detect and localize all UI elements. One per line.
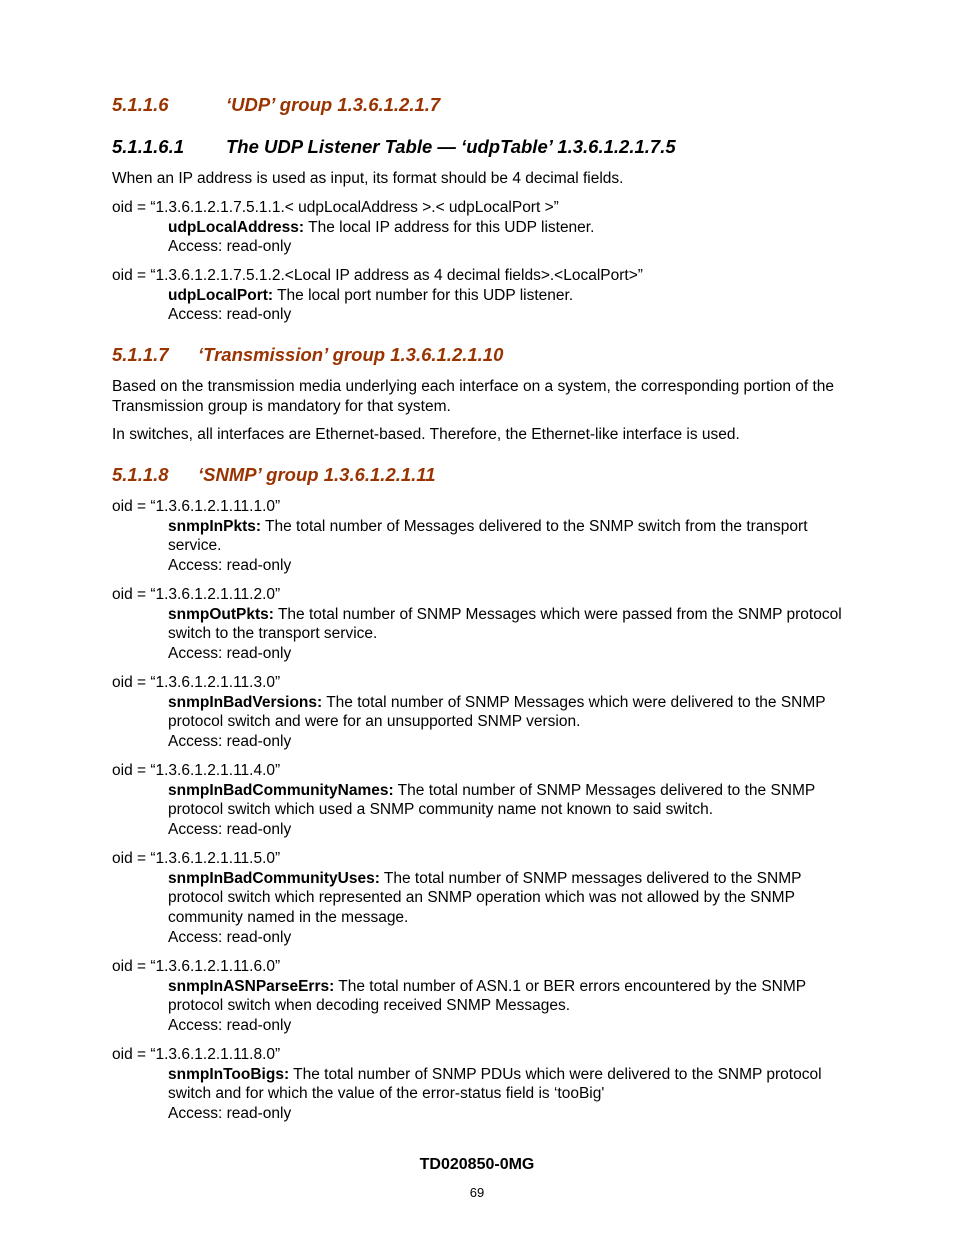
- oid-name: snmpInBadVersions:: [168, 693, 323, 711]
- oid-value: oid = “1.3.6.1.2.1.11.8.0”: [112, 1046, 281, 1063]
- oid-entry: [112, 198, 842, 257]
- oid-name: snmpInASNParseErrs:: [168, 977, 335, 995]
- oid-access: Access: read-only: [168, 733, 292, 751]
- section-heading-snmp: 5.1.1.8 ‘SNMP’ group 1.3.6.1.2.1.11: [112, 464, 436, 485]
- oid-name: udpLocalPort:: [168, 286, 274, 304]
- oid-description: snmpOutPkts: The total number of SNMP Messages which were passed from the SNMP protocol switch to the transport service.: [168, 605, 842, 643]
- oid-access: Access: read-only: [168, 1017, 292, 1035]
- oid-access: Access: read-only: [168, 645, 292, 663]
- oid-access: Access: read-only: [168, 557, 292, 575]
- oid-description: udpLocalPort: The local port number for this UDP listener.: [168, 286, 574, 304]
- oid-name: udpLocalAddress:: [168, 218, 305, 236]
- oid-access: Access: read-only: [168, 238, 292, 256]
- oid-access: Access: read-only: [168, 928, 292, 946]
- oid-description: snmpInASNParseErrs: The total number of ASN.1 or BER errors encountered by the SNMP protocol switch when decoding received SNMP Messages.: [168, 977, 806, 1015]
- oid-description: snmpInBadCommunityNames: The total number of SNMP Messages delivered to the SNMP protocol switch which used a SNMP community name not known to said switch.: [168, 781, 815, 819]
- oid-value: oid = “1.3.6.1.2.1.11.3.0”: [112, 674, 281, 691]
- oid-entry: [112, 957, 842, 1036]
- oid-name: snmpInTooBigs:: [168, 1065, 290, 1083]
- oid-value: oid = “1.3.6.1.2.1.11.2.0”: [112, 586, 281, 603]
- oid-value: oid = “1.3.6.1.2.1.11.4.0”: [112, 762, 281, 779]
- oid-description: udpLocalAddress: The local IP address for this UDP listener.: [168, 218, 595, 236]
- oid-entry: [112, 585, 842, 664]
- section-heading-transmission: 5.1.1.7 ‘Transmission’ group 1.3.6.1.2.1.10: [112, 344, 504, 365]
- oid-entry: [112, 266, 842, 325]
- oid-name: snmpOutPkts:: [168, 605, 274, 623]
- oid-access: Access: read-only: [168, 821, 292, 839]
- paragraph-ethernet: In switches, all interfaces are Ethernet-based. Therefore, the Ethernet-like interface is used.: [112, 426, 740, 443]
- oid-value: oid = “1.3.6.1.2.1.11.1.0”: [112, 498, 281, 515]
- oid-entry: [112, 761, 842, 840]
- oid-name: snmpInPkts:: [168, 517, 262, 535]
- oid-entry: [112, 849, 842, 948]
- oid-value: oid = “1.3.6.1.2.1.7.5.1.1.< udpLocalAddress >.< udpLocalPort >”: [112, 199, 559, 216]
- oid-access: Access: read-only: [168, 1105, 292, 1123]
- footer-page-number: 69: [469, 1185, 485, 1200]
- oid-name: snmpInBadCommunityUses:: [168, 869, 380, 887]
- subsection-heading-udptable: 5.1.1.6.1 The UDP Listener Table — ‘udpTable’ 1.3.6.1.2.1.7.5: [112, 136, 676, 157]
- oid-value: oid = “1.3.6.1.2.1.11.6.0”: [112, 958, 281, 975]
- oid-description: snmpInBadCommunityUses: The total number of SNMP messages delivered to the SNMP protocol switch which represented an SNMP operation which was not allowed by the SNMP community named in the message.: [168, 869, 802, 927]
- section-heading-udp: 5.1.1.6 ‘UDP’ group 1.3.6.1.2.1.7: [112, 94, 441, 115]
- oid-entry: [112, 1045, 842, 1124]
- oid-description: snmpInPkts: The total number of Messages delivered to the SNMP switch from the transport service.: [168, 517, 808, 555]
- oid-entry: [112, 673, 842, 752]
- footer-document-number: TD020850-0MG: [419, 1156, 535, 1173]
- oid-value: oid = “1.3.6.1.2.1.11.5.0”: [112, 850, 281, 867]
- oid-entry: [112, 497, 842, 576]
- oid-value: oid = “1.3.6.1.2.1.7.5.1.2.<Local IP address as 4 decimal fields>.<LocalPort>”: [112, 267, 643, 284]
- oid-access: Access: read-only: [168, 306, 292, 324]
- paragraph-transmission: Based on the transmission media underlying each interface on a system, the corresponding portion of the Transmission group is mandatory for that system.: [112, 378, 835, 415]
- oid-description: snmpInTooBigs: The total number of SNMP PDUs which were delivered to the SNMP protocol switch and for which the value of the error-status field is ‘tooBig': [168, 1065, 822, 1103]
- paragraph-ip-format: When an IP address is used as input, its format should be 4 decimal fields.: [112, 170, 624, 187]
- oid-name: snmpInBadCommunityNames:: [168, 781, 394, 799]
- oid-description: snmpInBadVersions: The total number of SNMP Messages which were delivered to the SNMP protocol switch and were for an unsupported SNMP version.: [168, 693, 826, 731]
